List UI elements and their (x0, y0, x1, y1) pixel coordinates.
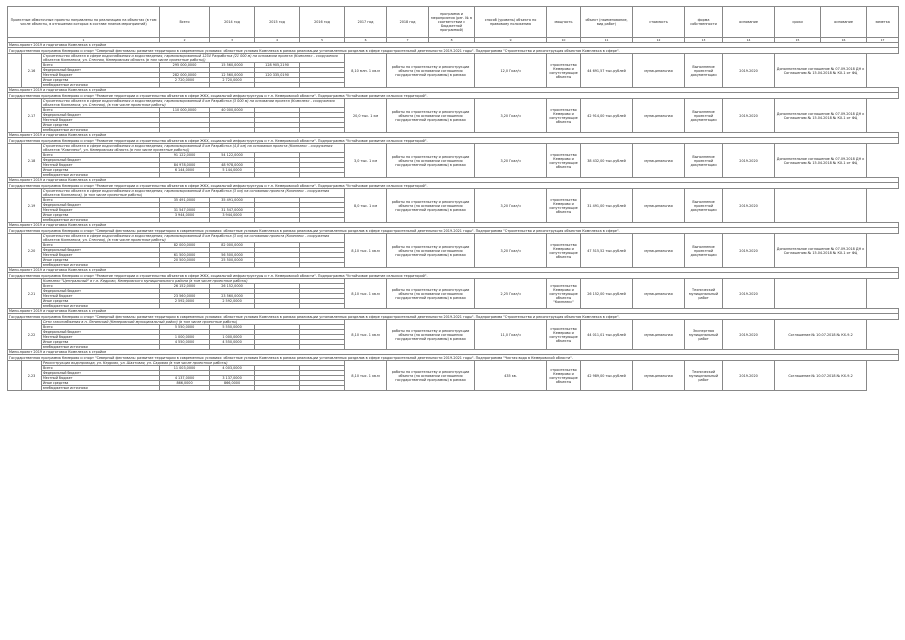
item-title: Сети газоснабжения в п. Ленинский (Кемеровский муниципальный район) (в том числе проектные работы) (42, 320, 345, 325)
funding-source: Федеральный бюджет (42, 158, 160, 163)
object-cell: строительство Кемерово и сопутствующие объекты (547, 320, 581, 350)
funding-total: 1 000,0000 (160, 335, 210, 340)
program-label: Государственная программа Кемерово и спорт "Развитие территории и строительство объектов в сфере ЖКХ, социальной инфраструктуры и т.п. Кемеровской области". Подпрограмма "Устойчивое развитие сельских территорий". (8, 183, 899, 189)
funding-source: Федеральный бюджет (42, 203, 160, 208)
cost-cell: 31 491,00 тыс.рублей (581, 189, 633, 223)
table-row (8, 189, 899, 198)
funding-source: Иные средства (42, 258, 160, 263)
note-cell: Дополнительное соглашение № 07.09.2018 ДН к Соглашению № 15.04.2018 № КХ-1 от ФЦ (775, 99, 867, 133)
column-number: 14 (723, 38, 775, 43)
item-title: Реконструкция водопровода, ул. Кедрово, ул. Шахтовая, ул. Садовая (в том числе проектные работы) (42, 361, 345, 366)
type-cell: работы по строительству и реконструкции объекта (на основании соглашения государственной программы) в рамках (387, 320, 475, 350)
funding-total: 6 144,0000 (160, 168, 210, 173)
funding-total: 61 500,0000 (160, 253, 210, 258)
object-cell: строительство Кемерово и сопутствующие объекты (547, 361, 581, 391)
funding-total: 2 720,0000 (160, 78, 210, 83)
power-cell: 11,0 Гкал/ч (475, 320, 547, 350)
header-cell: мощность (547, 7, 581, 38)
funding-2016 (300, 386, 345, 391)
cost-cell: 44 691,57 тыс.рублей (581, 54, 633, 88)
funding-source: Всего (42, 153, 160, 158)
funding-source: Местный бюджет (42, 163, 160, 168)
program-label: Государственная программа Кемерово и спорт "Северный фестиваль: развитие территории в современных условиях: областные условия Комплекса в рамках реализации установленных разделов в сфере градостроительной деятельности 2019-2021 годы". Подпрограмма "Строительство и реконструкция объектов Комплекса в сфере". (8, 314, 899, 320)
item-title: Строительство объекта в сфере водоснабжения и водоотведения, гармонизированный 8 км Разработка (3 км) на основании проекта (Комплекс - сооружения объектов Комплекса, ул. Степная), (в том числе проектные работы) (42, 234, 345, 243)
group-label: Мини-проект 2019 и подготовка Комплекса к стройке (8, 350, 899, 355)
funding-source: Всего (42, 63, 160, 68)
row-spacer (8, 54, 22, 88)
funding-total (160, 386, 210, 391)
cost-cell: 44 011,01 тыс.рублей (581, 320, 633, 350)
funding-source: внебюджетные источники (42, 173, 160, 178)
note-cell (775, 279, 867, 309)
basis-cell: Выполнение проектной документации (685, 144, 723, 178)
program-label: Государственная программа Кемерово и спорт "Развитие территории и строительство объектов в сфере ЖКХ, социальной инфраструктуры и т.п. Кемеровской области". Подпрограмма "Устойчивое развитие сельских территорий". (8, 93, 899, 99)
funding-2014: 3 137,0000 (210, 376, 255, 381)
capacity-cell: 8,10 тыс. 1 кв.м (345, 234, 387, 268)
investment-program-table (7, 6, 899, 391)
group-label: Мини-проект 2019 и подготовка Комплекса к стройке (8, 178, 899, 183)
basis-cell: Экспертная муниципальный работ (685, 320, 723, 350)
header-cell: 2016 год (300, 7, 345, 38)
funding-total: 26 152,0000 (160, 284, 210, 289)
form-cell: муниципальная (633, 279, 685, 309)
funding-total: 23 560,0000 (160, 294, 210, 299)
column-number: 9 (475, 38, 547, 43)
column-number: 6 (345, 38, 387, 43)
cost-cell: 38 432,00 тыс.рублей (581, 144, 633, 178)
row-spacer (8, 320, 22, 350)
column-number: 2 (160, 38, 210, 43)
row-spacer (8, 189, 22, 223)
column-number: 5 (300, 38, 345, 43)
column-number: 1 (8, 38, 160, 43)
funding-source: Всего (42, 284, 160, 289)
column-number: 15 (775, 38, 821, 43)
header-cell: основание (723, 7, 775, 38)
power-cell: 12,0 Гкал/ч (475, 54, 547, 88)
object-cell: строительство Кемерово и сопутствующие объекты (547, 54, 581, 88)
funding-source: Иные средства (42, 299, 160, 304)
funding-source: Федеральный бюджет (42, 248, 160, 253)
funding-total: 110 000,0000 (160, 108, 210, 113)
funding-2014: 23 560,0000 (210, 294, 255, 299)
header-row (8, 7, 899, 38)
form-cell: муниципальная (633, 54, 685, 88)
note-cell: Дополнительное соглашение № 07.09.2018 ДН к Соглашению № 15.04.2018 № КХ-1 от ФЦ (775, 234, 867, 268)
group-label: Мини-проект 2019 и подготовка Комплекса к стройке (8, 133, 899, 138)
table-row (8, 279, 899, 284)
note-cell: Дополнительное соглашение № 07.09.2018 ДН к Соглашению № 15.04.2018 № КХ-1 от ФЦ (775, 54, 867, 88)
program-label: Государственная программа Кемерово и спорт "Северный фестиваль: развитие территории в современных условиях: областные условия Комплекса в рамках реализации установленных разделов в сфере градостроительной деятельности 2019-2021 годы". Подпрограмма "Строительство и реконструкция объектов Комплекса в сфере". (8, 48, 899, 54)
funding-total: 20 500,0000 (160, 258, 210, 263)
basis-cell: Выполнение проектной документации (685, 99, 723, 133)
funding-2015: 120 335,0190 (255, 73, 300, 78)
funding-total: 4 550,0000 (160, 340, 210, 345)
funding-2015 (255, 386, 300, 391)
funding-total: 31 547,0000 (160, 208, 210, 213)
table-row (8, 99, 899, 108)
item-number: 2.23 (22, 361, 42, 391)
funding-total: 35 491,0000 (160, 198, 210, 203)
note-cell: Соглашение № 10.07.2018 № КХ-9-2 (775, 320, 867, 350)
group-label: Мини-проект 2019 и подготовка Комплекса к стройке (8, 88, 899, 93)
funding-source: внебюджетные источники (42, 345, 160, 350)
header-cell: форма собственности (685, 7, 723, 38)
funding-2014: 1 000,0000 (210, 335, 255, 340)
header-cell: Проектные обмоточные проекты направлены на реализацию на объектах (в том числе объекты, в отношении которых в составе планов мероприятий) (8, 7, 160, 38)
type-cell: работы по строительству и реконструкции объекта (на основании соглашения государственной программы) в рамках (387, 54, 475, 88)
funding-source: Федеральный бюджет (42, 330, 160, 335)
group-label: Мини-проект 2019 и подготовка Комплекса к стройке (8, 309, 899, 314)
power-cell: 3,20 Гкал/ч (475, 144, 547, 178)
object-cell: строительство Кемерово и сопутствующие объекты (547, 99, 581, 133)
row-spacer (8, 99, 22, 133)
header-cell: программа и мероприятия (рег. № в соответствии с Бюджетной программой) (429, 7, 475, 38)
funding-2014: 25 500,0000 (210, 258, 255, 263)
header-cell: сроки (775, 7, 821, 38)
funding-2014: 26 152,0000 (210, 284, 255, 289)
column-number: 13 (685, 38, 723, 43)
column-number: 4 (255, 38, 300, 43)
table-row (8, 54, 899, 63)
header-cell: заметка (867, 7, 899, 38)
funding-source: Иные средства (42, 78, 160, 83)
cost-cell: 26 152,00 тыс.рублей (581, 279, 633, 309)
group-label: Мини-проект 2019 и подготовка Комплекса к стройке (8, 223, 899, 228)
funding-source: Всего (42, 243, 160, 248)
item-title: Строительство объекта в сфере водоснабжения и водоотведения, гармонизированный 8 км Разработка (4,8 км) на основании проекта (Комплекс - сооружения объектов "Комплекс", ул. Кемеровская область (в том числе проектные работы)) (42, 144, 345, 153)
funding-source: Федеральный бюджет (42, 113, 160, 118)
table-row (8, 144, 899, 153)
table-row (8, 361, 899, 366)
form-cell: муниципальная (633, 99, 685, 133)
funding-source: Федеральный бюджет (42, 371, 160, 376)
funding-source: Местный бюджет (42, 294, 160, 299)
column-number: 7 (387, 38, 429, 43)
funding-total: 82 000,0000 (160, 243, 210, 248)
header-cell: объект (наименование, вид работ) (581, 7, 633, 38)
power-cell: 2,25 Гкал/ч (475, 279, 547, 309)
item-title: Строительство объекта в сфере водоснабжения и водоотведения, гармонизированный 8 км Разработка (3 000 м) на основании проекта (Комплекс - сооружения объектов Комплекса, ул. Степная), (в том числе проектные работы) (42, 99, 345, 108)
funding-source: внебюджетные источники (42, 304, 160, 309)
note-cell: Соглашение № 10.07.2018 № КХ-9-2 (775, 361, 867, 391)
funding-source: Всего (42, 366, 160, 371)
power-cell: 3,20 Гкал/ч (475, 189, 547, 223)
form-cell: муниципальная (633, 189, 685, 223)
column-number: 8 (429, 38, 475, 43)
funding-2014: 82 000,0000 (210, 243, 255, 248)
form-cell: муниципальная (633, 361, 685, 391)
form-cell: муниципальная (633, 234, 685, 268)
power-cell: 435 кв. (475, 361, 547, 391)
header-cell: Всего (160, 7, 210, 38)
note-cell (775, 189, 867, 223)
funding-2014: 54 122,0000 (210, 153, 255, 158)
header-cell: 2014 год (210, 7, 255, 38)
column-number: 17 (867, 38, 899, 43)
document-sheet (7, 6, 898, 391)
basis-cell: Технический муниципальный работ (685, 361, 723, 391)
program-label: Государственная программа Кемерово и спорт "Северный фестиваль: развитие территории в современных условиях: областные условия Комплекса в рамках реализации установленных разделов в сфере градостроительной деятельности 2019-2021 годы". Подпрограмма "Чистая вода в Кемеровской области". (8, 355, 899, 361)
funding-source: Местный бюджет (42, 376, 160, 381)
basis-cell: Выполнение проектной документации (685, 234, 723, 268)
funding-source: Федеральный бюджет (42, 68, 160, 73)
funding-2014: 31 547,0000 (210, 208, 255, 213)
note-cell: Дополнительное соглашение № 07.09.2018 ДН к Соглашению № 15.04.2018 № КХ-1 от ФЦ (775, 144, 867, 178)
funding-source: Иные средства (42, 340, 160, 345)
column-number: 11 (581, 38, 633, 43)
funding-source: Всего (42, 198, 160, 203)
item-title: Комплекс "Центральный" в г.п. Кедрово, Кемеровского муниципального района (в том числе проектные работы) (42, 279, 345, 284)
cost-cell: 47 515,52 тыс.рублей (581, 234, 633, 268)
funding-total: 866,0000 (160, 381, 210, 386)
funding-source: Федеральный бюджет (42, 289, 160, 294)
term-cell: 2019-2020 (723, 99, 775, 133)
power-cell: 3,20 Гкал/ч (475, 234, 547, 268)
table-row (8, 320, 899, 325)
funding-total: 3 944,0000 (160, 213, 210, 218)
header-cell: способ (уровень) объекта по правовому положению (475, 7, 547, 38)
group-label: Мини-проект 2019 и подготовка Комплекса к стройке (8, 268, 899, 273)
row-spacer (8, 361, 22, 391)
funding-total: 91 122,0000 (160, 153, 210, 158)
funding-source: внебюджетные источники (42, 263, 160, 268)
funding-2014: 35 491,0000 (210, 198, 255, 203)
funding-source: внебюджетные источники (42, 386, 160, 391)
header-cell: стоимость (633, 7, 685, 38)
object-cell: строительство Кемерово и сопутствующие объекты (547, 234, 581, 268)
type-cell: работы по строительству и реконструкции объекта (на основании соглашения государственной программы) в рамках (387, 99, 475, 133)
basis-cell: Выполнение проектной документации (685, 54, 723, 88)
funding-source: Иные средства (42, 213, 160, 218)
term-cell: 2019-2020 (723, 54, 775, 88)
object-cell: строительство Кемерово и сопутствующие объекты (547, 189, 581, 223)
capacity-cell: 8,10 млн. 1 кв.м (345, 54, 387, 88)
group-label: Мини-проект 2019 и подготовка Комплекса к стройке (8, 43, 899, 48)
capacity-cell: 3,0 тыс. 1 км (345, 144, 387, 178)
funding-2014: 15 560,0000 (210, 63, 255, 68)
type-cell: работы по строительству и реконструкции объекта (на основании соглашения государственной программы) в рамках (387, 234, 475, 268)
funding-total: 84 978,0000 (160, 163, 210, 168)
capacity-cell: 8,10 тыс. 1 кв.м (345, 320, 387, 350)
program-label: Государственная программа Кемерово и спорт "Развитие территории и строительство объектов в сфере ЖКХ, социальной инфраструктуры и т.п. Кемеровской области". Подпрограмма "Устойчивое развитие сельских территорий". (8, 138, 899, 144)
program-label: Государственная программа Кемерово и спорт "Северный фестиваль: развитие территории в современных условиях: областные условия Комплекса в рамках реализации установленных разделов в сфере градостроительной деятельности 2019-2021 годы". Подпрограмма "Строительство и реконструкция объектов Комплекса в сфере". (8, 228, 899, 234)
cost-cell: 42 914,00 тыс.рублей (581, 99, 633, 133)
header-cell: основание (821, 7, 867, 38)
row-spacer (8, 234, 22, 268)
item-number: 2.18 (22, 144, 42, 178)
item-number: 2.16 (22, 54, 42, 88)
funding-2014: 4 550,0000 (210, 340, 255, 345)
funding-2014: 5 144,0000 (210, 168, 255, 173)
funding-2014: 12 560,0000 (210, 73, 255, 78)
funding-total: 5 550,0000 (160, 325, 210, 330)
funding-source: Местный бюджет (42, 73, 160, 78)
item-number: 2.21 (22, 279, 42, 309)
object-cell: строительство Кемерово и сопутствующие объекты (547, 144, 581, 178)
funding-source: Местный бюджет (42, 118, 160, 123)
term-cell: 2019-2020 (723, 361, 775, 391)
program-label: Государственная программа Кемерово и спорт "Развитие территории и строительство объектов в сфере ЖКХ, социальной инфраструктуры и т.п. Кемеровской области". Подпрограмма "Устойчивое развитие сельских территорий". (8, 273, 899, 279)
funding-2014: 866,0000 (210, 381, 255, 386)
funding-source: внебюджетные источники (42, 218, 160, 223)
funding-total: 282 000,0000 (160, 73, 210, 78)
item-number: 2.20 (22, 234, 42, 268)
funding-source: внебюджетные источники (42, 83, 160, 88)
column-number: 10 (547, 38, 581, 43)
table-row (8, 234, 899, 243)
capacity-cell: 8,0 тыс. 1 км (345, 189, 387, 223)
capacity-cell: 8,10 тыс. 1 кв.м (345, 361, 387, 391)
row-spacer (8, 279, 22, 309)
item-number: 2.19 (22, 189, 42, 223)
column-number: 12 (633, 38, 685, 43)
funding-2014: 2 720,0000 (210, 78, 255, 83)
item-number: 2.17 (22, 99, 42, 133)
funding-2014: 2 592,0000 (210, 299, 255, 304)
funding-source: Всего (42, 108, 160, 113)
funding-2014: 3 944,0000 (210, 213, 255, 218)
funding-source: Всего (42, 325, 160, 330)
form-cell: муниципальная (633, 320, 685, 350)
object-cell: строительство Кемерово и сопутствующие объекты "Комплекс" (547, 279, 581, 309)
funding-2014: 48 978,0000 (210, 163, 255, 168)
funding-2014: 40 000,0000 (210, 108, 255, 113)
funding-source: Местный бюджет (42, 208, 160, 213)
funding-source: внебюджетные источники (42, 128, 160, 133)
item-number: 2.22 (22, 320, 42, 350)
header-cell: 2017 год (345, 7, 387, 38)
type-cell: работы по строительству и реконструкции объекта (на основании соглашения государственной программы) в рамках (387, 144, 475, 178)
form-cell: муниципальная (633, 144, 685, 178)
funding-source: Местный бюджет (42, 335, 160, 340)
cost-cell: 42 989,00 тыс.рублей (581, 361, 633, 391)
power-cell: 3,20 Гкал/ч (475, 99, 547, 133)
type-cell: работы по строительству и реконструкции объекта (на основании соглашения государственной программы) в рамках (387, 361, 475, 391)
funding-source: Иные средства (42, 381, 160, 386)
row-spacer (8, 144, 22, 178)
column-number: 16 (821, 38, 867, 43)
header-cell: 2015 год (255, 7, 300, 38)
term-cell: 2019-2020 (723, 279, 775, 309)
funding-source: Иные средства (42, 168, 160, 173)
funding-2014: 4 003,0000 (210, 366, 255, 371)
column-number: 3 (210, 38, 255, 43)
type-cell: работы по строительству и реконструкции объекта (на основании соглашения государственной программы) в рамках (387, 279, 475, 309)
funding-2015: 128 905,2190 (255, 63, 300, 68)
funding-source: Иные средства (42, 123, 160, 128)
item-title: Строительство объекта в сфере водоснабжения и водоотведения, гармонизированный 8 км Разработка (3 км) на основании проекта (Комплекс - сооружения объектов Комплекса), (в том числе проектные работы) (42, 189, 345, 198)
term-cell: 2019-2020 (723, 144, 775, 178)
capacity-cell: 20,0 тыс. 1 км (345, 99, 387, 133)
funding-total: 295 000,0000 (160, 63, 210, 68)
basis-cell: Технический муниципальный работ (685, 279, 723, 309)
funding-2014 (210, 386, 255, 391)
header-cell: 2018 год (387, 7, 429, 38)
funding-2014: 5 550,0000 (210, 325, 255, 330)
term-cell: 2019-2020 (723, 320, 775, 350)
term-cell: 2019-2020 (723, 234, 775, 268)
basis-cell: Выполнение проектной документации (685, 189, 723, 223)
term-cell: 2019-2020 (723, 189, 775, 223)
item-title: Строительство объекта в сфере водоснабжения и водоотведения, гармонизированный 1234 Разработка (21 000 м) на основании проекта (Комплекс - сооружения объектов Комплекса, ул. Степная, Кемеровская область (в том числе проектные работы)) (42, 54, 345, 63)
funding-source: Местный бюджет (42, 253, 160, 258)
capacity-cell: 8,10 тыс. 1 кв.м (345, 279, 387, 309)
type-cell: работы по строительству и реконструкции объекта (на основании соглашения государственной программы) в рамках (387, 189, 475, 223)
funding-2014: 56 500,0000 (210, 253, 255, 258)
funding-total: 4 137,0000 (160, 376, 210, 381)
funding-total: 2 592,0000 (160, 299, 210, 304)
funding-total: 11 003,0000 (160, 366, 210, 371)
